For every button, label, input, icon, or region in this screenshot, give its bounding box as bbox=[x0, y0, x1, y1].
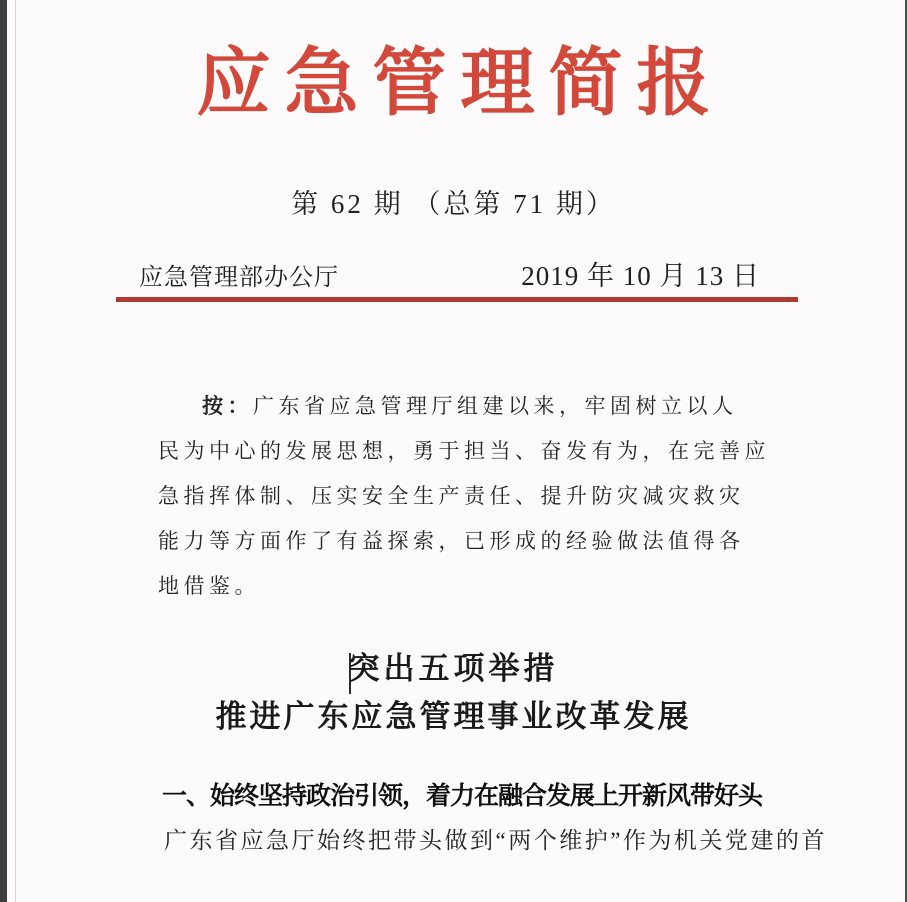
editor-note-paragraph bbox=[158, 384, 798, 609]
issue-date: 2019 年 10 月 13 日 bbox=[521, 261, 760, 291]
article-title-line2: 推进广东应急管理事业改革发展 bbox=[215, 699, 692, 734]
article-title-line1: 突出五项举措 bbox=[348, 651, 559, 686]
meta-row bbox=[139, 254, 760, 293]
scan-edge-left bbox=[0, 0, 7, 902]
editor-note-label: 按： bbox=[202, 394, 253, 418]
section-1-body-first-line: 广东省应急厅始终把带头做到“两个维护”作为机关党建的首 bbox=[164, 828, 827, 853]
issuing-office: 应急管理部办公厅 bbox=[139, 265, 339, 291]
editor-note-line: 地借鉴。 bbox=[158, 574, 260, 598]
masthead-title: 应急管理简报 bbox=[196, 43, 725, 125]
editor-note-line: 急指挥体制、压实安全生产责任、提升防灾减灾救灾 bbox=[158, 484, 745, 508]
editor-note-text: 广东省应急管理厅组建以来，牢固树立以人 bbox=[253, 394, 738, 418]
section-1-heading: 一、始终坚持政治引领，着力在融合发展上开新风带好头 bbox=[162, 782, 763, 810]
scan-hairline-left bbox=[15, 0, 16, 902]
editor-note-line: 民为中心的发展思想，勇于担当、奋发有为，在完善应 bbox=[158, 439, 770, 463]
issue-number-line: 第 62 期 （总第 71 期） bbox=[291, 189, 616, 219]
article-title bbox=[0, 650, 907, 736]
editor-note-line: 能力等方面作了有益探索，已形成的经验做法值得各 bbox=[158, 529, 745, 553]
red-divider-rule bbox=[116, 297, 798, 302]
editor-note-line bbox=[158, 384, 798, 429]
